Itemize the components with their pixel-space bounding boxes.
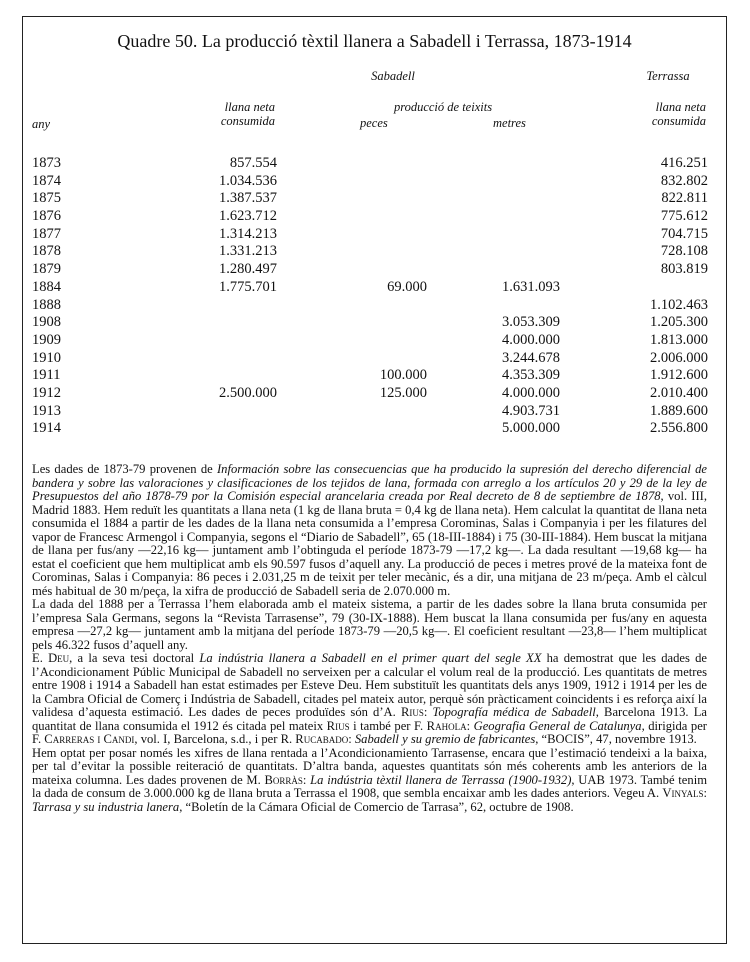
cell-lana: 1.775.701	[219, 278, 277, 295]
header-metres: metres	[493, 116, 526, 130]
table-notes	[32, 463, 707, 814]
cell-terrassa: 1.912.600	[650, 367, 708, 384]
header-produccio-teixits: producció de teixits	[393, 100, 493, 114]
cell-terrassa: 2.006.000	[650, 349, 708, 366]
cell-peces: 125.000	[379, 384, 427, 401]
cell-any: 1888	[32, 296, 61, 313]
table-row	[23, 297, 728, 315]
table-row	[23, 350, 728, 368]
cell-metres: 3.053.309	[502, 314, 560, 331]
cell-terrassa: 1.889.600	[650, 402, 708, 419]
cell-terrassa: 1.813.000	[650, 331, 708, 348]
cell-terrassa: 832.802	[660, 172, 708, 189]
cell-lana: 1.280.497	[219, 261, 277, 278]
cell-lana: 1.387.537	[219, 190, 277, 207]
cell-any: 1874	[32, 172, 61, 189]
header-llana-neta-sabadell: llana neta	[224, 100, 275, 114]
cell-any: 1875	[32, 190, 61, 207]
table-title: Quadre 50. La producció tèxtil llanera a Sabadell i Terrassa, 1873-1914	[117, 31, 632, 51]
cell-metres: 4.000.000	[502, 384, 560, 401]
header-sabadell: Sabadell	[371, 69, 415, 83]
table-frame	[22, 16, 727, 944]
table-row	[23, 190, 728, 208]
cell-lana: 1.331.213	[219, 243, 277, 260]
cell-any: 1873	[32, 155, 61, 171]
cell-lana: 2.500.000	[219, 384, 277, 401]
cell-lana: 1.623.712	[219, 208, 277, 225]
cell-terrassa: 1.102.463	[650, 296, 708, 313]
table-row	[23, 403, 728, 421]
table-row	[23, 243, 728, 261]
table-row	[23, 279, 728, 297]
cell-metres: 4.353.309	[502, 367, 560, 384]
cell-metres: 4.903.731	[502, 402, 560, 419]
note-paragraph-3: E. Deu, a la seva tesi doctoral La indústria llanera a Sabadell en el primer quart del segle XX ha demostrat que les dades de l’Acondicionament Públic Municipal de Sabadell no serveixen per a calcular el volum real de la producció. Les quantitats de metres entre 1908 i 1914 a Sabadell han estat estimades per Esteve Deu. Hem substituït les quantitats dels anys 1909, 1912 i 1914 per les de la Cambra Oficial de Comerç i Indústria de Sabadell, citades pel mateix autor, perquè són pràcticament coincidents i es reforça així la validesa d’aquesta estimació. Les dades de peces produïdes són d’A. Rius: Topografía médica de Sabadell, Barcelona 1913. La quantitat de llana consumida el 1912 és citada pel mateix Rius i també per F. Rahola: Geografia General de Catalunya, dirigida per F. Carreras i Candi, vol. I, Barcelona, s.d., i per R. Rucabado: Sabadell y su gremio de fabricantes, “BOCIS”, 47, novembre 1913.	[32, 651, 707, 746]
cell-any: 1877	[32, 225, 61, 242]
cell-metres: 1.631.093	[502, 278, 560, 295]
header-peces: peces	[360, 116, 388, 130]
cell-any: 1878	[32, 243, 61, 260]
table-row	[23, 261, 728, 279]
table-row	[23, 208, 728, 226]
cell-any: 1910	[32, 349, 61, 366]
cell-lana: 857.554	[229, 155, 277, 171]
cell-peces: 69.000	[387, 278, 427, 295]
header-terrassa: Terrassa	[646, 69, 690, 83]
cell-terrassa: 1.205.300	[650, 314, 708, 331]
cell-any: 1908	[32, 314, 61, 331]
table-row	[23, 420, 728, 438]
cell-any: 1914	[32, 420, 61, 437]
cell-any: 1909	[32, 331, 61, 348]
table-body	[23, 155, 728, 438]
cell-any: 1876	[32, 208, 61, 225]
cell-terrassa: 2.556.800	[650, 420, 708, 437]
header-consumida-terrassa: consumida	[651, 114, 706, 128]
cell-terrassa: 822.811	[661, 190, 708, 207]
header-consumida-sabadell: consumida	[220, 114, 275, 128]
cell-metres: 5.000.000	[502, 420, 560, 437]
table-row	[23, 332, 728, 350]
cell-any: 1912	[32, 384, 61, 401]
table-row	[23, 155, 728, 173]
cell-terrassa: 2.010.400	[650, 384, 708, 401]
cell-any: 1879	[32, 261, 61, 278]
cell-lana: 1.314.213	[219, 225, 277, 242]
table-row	[23, 367, 728, 385]
cell-lana: 1.034.536	[219, 172, 277, 189]
cell-terrassa: 728.108	[660, 243, 708, 260]
cell-any: 1911	[32, 367, 61, 384]
cell-any: 1884	[32, 278, 61, 295]
note-paragraph-2: La dada del 1888 per a Terrassa l’hem elaborada amb el mateix sistema, a partir de les dades sobre la llana bruta consumida per l’empresa Sala Germans, segons la “Revista Tarrasense”, 79 (30-IX-1888). Hem buscat la llana consumida per fus/any en aquesta empresa —27,2 kg— juntament amb la mitjana del període 1873-79 —20,5 kg—. El coeficient resultant —23,8— l’hem multiplicat pels 46.322 fusos d’aquell any.	[32, 597, 707, 652]
table-row	[23, 314, 728, 332]
table-row	[23, 226, 728, 244]
table-row	[23, 385, 728, 403]
note-paragraph-1: Les dades de 1873-79 provenen de Información sobre las consecuencias que ha producido la supresión del derecho diferencial de bandera y sobre las valoraciones y clasificaciones de los tejidos de lana, formada con arreglo a los artículos 20 y 29 de la ley de Presupuestos del año 1878-79 por la Comisión especial arancelaria creada por Real decreto de 8 de septiembre de 1878, vol. III, Madrid 1883. Hem reduït les quantitats a llana neta (1 kg de llana bruta = 0,4 kg de llana neta). Hem calculat la quantitat de llana neta consumida el 1884 a partir de les dades de la llana neta consumida a l’empresa Corominas, Salas i Companyia i per les filatures del vapor de Francesc Armengol i Companyia, segons el “Diario de Sabadell”, 65 (18-III-1884) i 75 (30-III-1884). Hem buscat la mitjana de llana per fus/any —22,16 kg— juntament amb l’obtinguda el període 1873-79 —17,2 kg—. La dada resultant —19,68 kg— ha estat el coeficient que hem multiplicat amb els 90.597 fusos d’aquell any. La producció de peces i metres prové de la mateixa font de Corominas, Salas i Companyia: 86 peces i 2.031,25 m de teixit per teler mecànic, és a dir, una mitjana de 23 m/peça. Amb el càlcul més habitual de 30 m/peça, la xifra de producció de Sabadell seria de 2.070.000 m.	[32, 462, 707, 598]
cell-terrassa: 704.715	[660, 225, 708, 242]
cell-any: 1913	[32, 402, 61, 419]
header-any: any	[32, 117, 51, 131]
cell-metres: 4.000.000	[502, 331, 560, 348]
table-row	[23, 173, 728, 191]
header-llana-neta-terrassa: llana neta	[655, 100, 706, 114]
cell-metres: 3.244.678	[502, 349, 560, 366]
cell-terrassa: 775.612	[660, 208, 708, 225]
cell-terrassa: 803.819	[660, 261, 708, 278]
note-paragraph-4: Hem optat per posar només les xifres de llana rentada a l’Acondicionamiento Tarrasense, encara que l’estimació tendeixi a la baixa, per tal d’evitar la possible reiteració de quantitats. D’altra banda, aquestes quantitats són més coherents amb les anteriors de la mateixa columna. Les dades provenen de M. Borràs: La indústria tèxtil llanera de Terrassa (1900-1932), UAB 1973. També tenim la dada de consum de 3.000.000 kg de llana bruta a Terrassa el 1908, que sembla encaixar amb les dades anteriors. Vegeu A. Vinyals: Tarrasa y su industria lanera, “Boletín de la Cámara Oficial de Comercio de Tarrasa”, 62, octubre de 1908.	[32, 745, 707, 814]
cell-peces: 100.000	[379, 367, 427, 384]
cell-terrassa: 416.251	[660, 155, 708, 171]
